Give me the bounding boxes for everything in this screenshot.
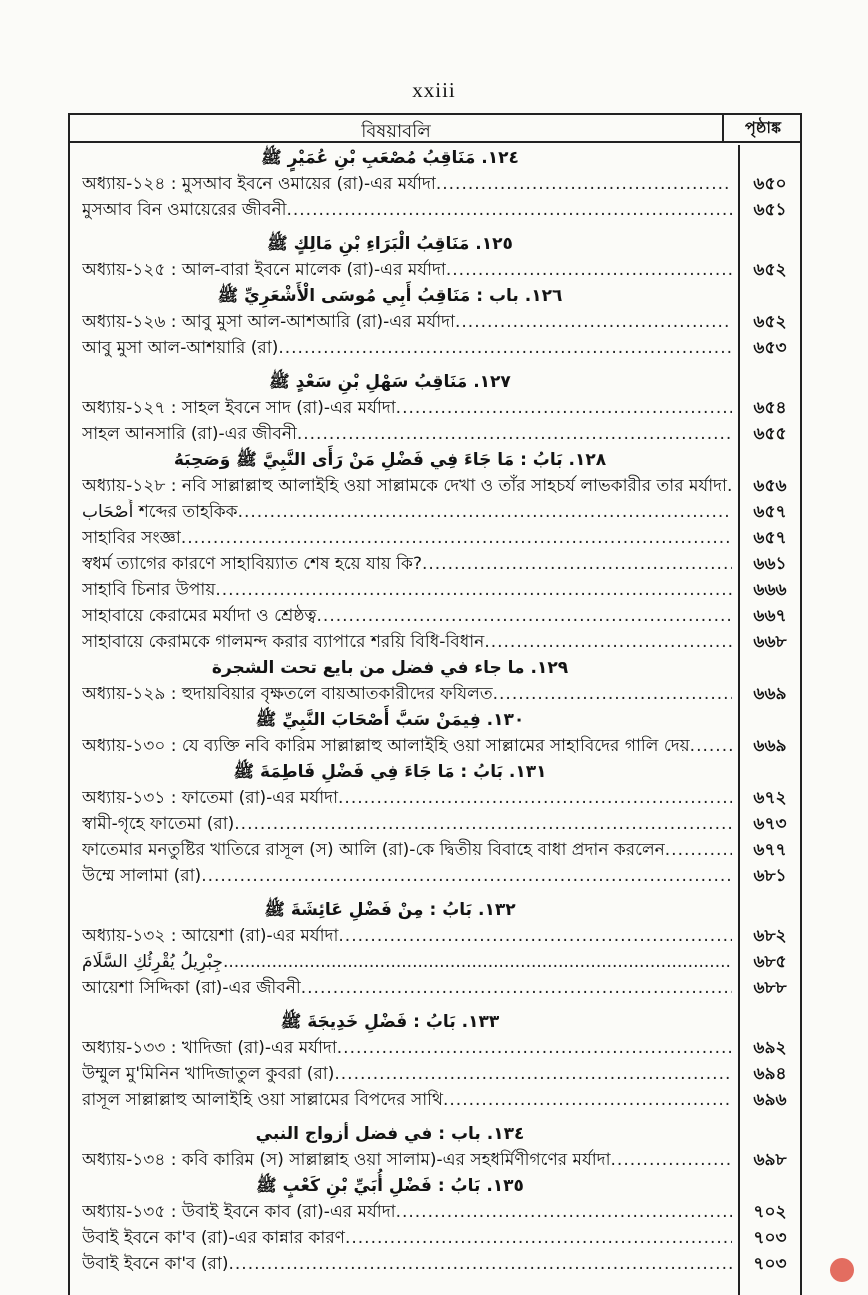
toc-entry-page: ৭০৩ (753, 1228, 787, 1248)
section-heading-text: ١٣٠. فِيمَنْ سَبَّ أَصْحَابَ النَّبِيِّ ﷺ (255, 710, 525, 730)
section-heading (70, 283, 800, 309)
toc-entry-page: ৬৫৭ (753, 502, 787, 522)
toc-entry-page: ৬৯৬ (753, 1090, 787, 1110)
toc-entry (70, 1061, 800, 1087)
toc-entry-title: আয়েশা সিদ্দিকা (রা)-এর জীবনী ..... (82, 975, 732, 1001)
page-number: xxiii (412, 78, 456, 102)
section-heading-text: ١٢٧. مَنَاقِبُ سَهْلِ بْنِ سَعْدٍ ﷺ (269, 372, 511, 392)
section-heading-text: ١٢٨. بَابُ : مَا جَاءَ فِي فَضْلِ مَنْ رَأَى النَّبِيَّ ﷺ وَصَحِبَهُ (173, 450, 607, 470)
section-heading (70, 897, 800, 923)
toc-entry (70, 1147, 800, 1173)
section-heading-text: ١٣٤. باب : في فضل أزواج النبي (255, 1124, 525, 1144)
toc-entry-page: ৬৫২ (753, 312, 787, 332)
toc-entry-page: ৬৯৪ (753, 1064, 787, 1084)
toc-entry-page: ৬৫৭ (753, 528, 787, 548)
toc-entry-page: ৬৯৮ (753, 1150, 787, 1170)
section-heading-text: ١٢٤. مَنَاقِبُ مُصْعَبِ بْنِ عُمَيْرٍ ﷺ (261, 148, 519, 168)
toc-entry-title: উম্মুল মু'মিনিন খাদিজাতুল কুবরা (রা) ..... (82, 1061, 732, 1087)
toc-entry (70, 785, 800, 811)
toc-entry-page: ৬৬৮ (753, 632, 787, 652)
section-heading (70, 707, 800, 733)
toc-entry-title: ফাতেমার মনতুষ্টির খাতিরে রাসূল (স) আলি (রা)-কে দ্বিতীয় বিবাহে বাধা প্রদান করলেন ..... (82, 837, 732, 863)
toc-entry-title: অধ্যায়-১৩৪ : কবি কারিম (স) সাল্লাল্লাহ ওয়া সালাম)-এর সহধর্মিণীগণের মর্যাদা ..... (82, 1147, 732, 1173)
toc-entry (70, 421, 800, 447)
table-of-contents (68, 113, 802, 1295)
section-heading (70, 231, 800, 257)
toc-entry (70, 949, 800, 975)
toc-entry-title: جِبْرِيلُ يُقْرِئُكِ السَّلَامَ ..... (82, 949, 732, 975)
toc-entry (70, 975, 800, 1001)
toc-entry (70, 1199, 800, 1225)
toc-entry-page: ৬৬৬ (753, 580, 787, 600)
toc-entry-title: সাহল আনসারি (রা)-এর জীবনী ..... (82, 421, 732, 447)
toc-entry-title: উবাই ইবনে কা'ব (রা)-এর কান্নার কারণ ..... (82, 1225, 732, 1251)
toc-entry (70, 923, 800, 949)
section-heading (70, 1121, 800, 1147)
toc-entry (70, 335, 800, 361)
toc-entry-title: আবু মুসা আল-আশয়ারি (রা) ..... (82, 335, 732, 361)
toc-entry (70, 629, 800, 655)
toc-entry-page: ৬৭২ (753, 788, 787, 808)
row-gap (70, 1113, 800, 1121)
section-heading-text: ١٣٥. بَابُ : فَضْلِ أُبَيِّ بْنِ كَعْبٍ ﷺ (256, 1176, 524, 1196)
toc-entries (70, 145, 800, 1277)
section-heading (70, 1009, 800, 1035)
toc-header (70, 115, 800, 143)
section-heading-text: ١٣٢. بَابُ : مِنْ فَضْلِ عَائِشَةَ ﷺ (264, 900, 516, 920)
toc-entry-page: ৬৮৫ (753, 952, 787, 972)
section-heading (70, 447, 800, 473)
section-heading-text: ١٢٦. باب : مَنَاقِبُ أَبِي مُوسَى الْأَشْعَرِيِّ ﷺ (217, 286, 563, 306)
toc-entry-page: ৬৭৩ (753, 814, 787, 834)
toc-entry-page: ৬৫৬ (753, 476, 787, 496)
toc-entry-page: ৬৭৭ (753, 840, 787, 860)
toc-entry-title: রাসূল সাল্লাল্লাহু আলাইহি ওয়া সাল্লামের বিপদের সাথি ..... (82, 1087, 732, 1113)
section-heading-text: ١٣٣. بَابُ : فَضْلِ خَدِيجَةَ ﷺ (280, 1012, 500, 1032)
toc-entry (70, 733, 800, 759)
toc-entry (70, 603, 800, 629)
section-heading (70, 145, 800, 171)
toc-entry (70, 863, 800, 889)
toc-entry-title: অধ্যায়-১২৮ : নবি সাল্লাল্লাহু আলাইহি ওয়া সাল্লামকে দেখা ও তাঁর সাহচর্য লাভকারীর তার মর্যাদা ..... (82, 473, 732, 499)
toc-entry-title: অধ্যায়-১৩৫ : উবাই ইবনে কাব (রা)-এর মর্যাদা ..... (82, 1199, 732, 1225)
toc-entry-page: ৬৫২ (753, 260, 787, 280)
toc-entry (70, 681, 800, 707)
toc-entry-title: সাহাবির সংজ্ঞা ..... (82, 525, 732, 551)
toc-entry-title: أَصْحَاب শব্দের তাহকিক ..... (82, 499, 732, 525)
toc-entry-page: ৬৮৮ (753, 978, 787, 998)
toc-entry-title: সাহাবায়ে কেরামকে গালমন্দ করার ব্যাপারে শরয়ি বিধি-বিধান ..... (82, 629, 732, 655)
toc-entry (70, 1087, 800, 1113)
section-heading (70, 655, 800, 681)
toc-entry-page: ৬৮২ (753, 926, 787, 946)
toc-entry-page: ৭০২ (753, 1202, 787, 1222)
row-gap (70, 223, 800, 231)
toc-entry (70, 1225, 800, 1251)
toc-entry (70, 551, 800, 577)
toc-entry (70, 499, 800, 525)
toc-entry-title: অধ্যায়-১৩০ : যে ব্যক্তি নবি কারিম সাল্লাল্লাহু আলাইহি ওয়া সাল্লামের সাহাবিদের গালি দেয় ..... (82, 733, 732, 759)
toc-entry-page: ৬৫০ (753, 174, 787, 194)
toc-entry-title: সাহাবি চিনার উপায় ..... (82, 577, 732, 603)
toc-entry (70, 395, 800, 421)
toc-entry-title: স্বধর্ম ত্যাগের কারণে সাহাবিয়্যাত শেষ হয়ে যায় কি? ..... (82, 551, 732, 577)
section-heading-text: ١٢٥. مَنَاقِبُ الْبَرَاءِ بْنِ مَالِكٍ ﷺ (267, 234, 513, 254)
toc-entry (70, 1035, 800, 1061)
toc-entry (70, 837, 800, 863)
row-gap (70, 1001, 800, 1009)
toc-entry-page: ৬৬১ (753, 554, 787, 574)
toc-entry (70, 1251, 800, 1277)
column-header-page: পৃষ্ঠাঙ্ক (722, 115, 802, 141)
toc-entry-page: ৬৯২ (753, 1038, 787, 1058)
toc-entry-page: ৬৬৭ (753, 606, 787, 626)
column-header-topics: বিষয়াবলি (361, 121, 431, 142)
toc-entry (70, 197, 800, 223)
toc-entry-title: অধ্যায়-১৩২ : আয়েশা (রা)-এর মর্যাদা ..... (82, 923, 732, 949)
toc-entry-title: অধ্যায়-১৩১ : ফাতেমা (রা)-এর মর্যাদা ..... (82, 785, 732, 811)
toc-entry-page: ৬৫৪ (753, 398, 787, 418)
toc-entry-page: ৬৫৩ (753, 338, 787, 358)
row-gap (70, 889, 800, 897)
toc-entry-page: ৬৫১ (753, 200, 787, 220)
toc-entry-title: অধ্যায়-১৩৩ : খাদিজা (রা)-এর মর্যাদা ..... (82, 1035, 732, 1061)
toc-entry-page: ৬৮১ (753, 866, 787, 886)
toc-entry-title: স্বামী-গৃহে ফাতেমা (রা) ..... (82, 811, 732, 837)
toc-entry-title: সাহাবায়ে কেরামের মর্যাদা ও শ্রেষ্ঠত্ব ..... (82, 603, 732, 629)
toc-entry-title: অধ্যায়-১২৪ : মুসআব ইবনে ওমায়ের (রা)-এর মর্যাদা ..... (82, 171, 732, 197)
toc-entry-title: উবাই ইবনে কা'ব (রা) ..... (82, 1251, 732, 1277)
toc-entry-title: অধ্যায়-১২৭ : সাহল ইবনে সাদ (রা)-এর মর্যাদা ..... (82, 395, 732, 421)
toc-entry (70, 577, 800, 603)
red-mark (830, 1258, 854, 1282)
toc-entry (70, 309, 800, 335)
toc-entry-title: অধ্যায়-১২৯ : হুদায়বিয়ার বৃক্ষতলে বায়আতকারীদের ফযিলত ..... (82, 681, 732, 707)
toc-entry-title: মুসআব বিন ওমায়েরের জীবনী ..... (82, 197, 732, 223)
toc-entry-title: অধ্যায়-১২৬ : আবু মুসা আল-আশআরি (রা)-এর মর্যাদা ..... (82, 309, 732, 335)
row-gap (70, 361, 800, 369)
toc-entry (70, 811, 800, 837)
toc-entry-page: ৭০৩ (753, 1254, 787, 1274)
toc-entry (70, 257, 800, 283)
toc-entry-title: অধ্যায়-১২৫ : আল-বারা ইবনে মালেক (রা)-এর মর্যাদা ..... (82, 257, 732, 283)
toc-entry-page: ৬৫৫ (753, 424, 787, 444)
section-heading (70, 759, 800, 785)
section-heading-text: ١٢٩. ما جاء في فضل من بايع تحت الشجرة (211, 658, 569, 678)
toc-entry-page: ৬৬৯ (753, 684, 787, 704)
section-heading (70, 369, 800, 395)
toc-entry-title: উম্মে সালামা (রা) ..... (82, 863, 732, 889)
toc-entry-page: ৬৬৯ (753, 736, 787, 756)
toc-entry (70, 171, 800, 197)
toc-entry (70, 525, 800, 551)
toc-entry (70, 473, 800, 499)
section-heading (70, 1173, 800, 1199)
section-heading-text: ١٣١. بَابُ : مَا جَاءَ فِي فَضْلِ فَاطِمَةَ ﷺ (233, 762, 547, 782)
